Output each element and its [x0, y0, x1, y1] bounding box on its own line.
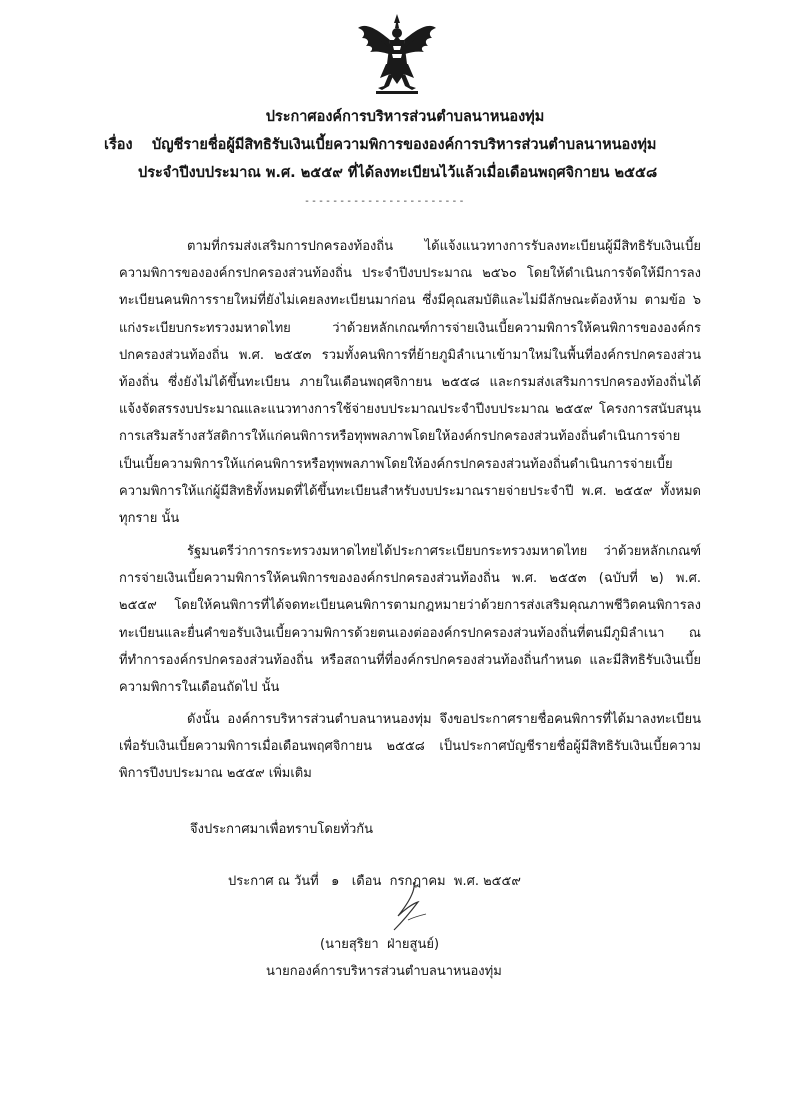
announcement-title: ประกาศองค์การบริหารส่วนตำบลนาหนองทุ่ม	[265, 109, 545, 125]
body-paragraph-1: ตามที่กรมส่งเสริมการปกครองท้องถิ่น ได้แจ้งแนวทางการรับลงทะเบียนผู้มีสิทธิรับเงินเบี้ยความพิการขององค์กรปกครองส่วนท้องถิ่น ประจำปีงบประมาณ ๒๕๖๐ โดยให้ดำเนินการจัดให้มีการลงทะเบียนคนพิการรายใหม่ที่ยังไม่เคยลงทะเบียนมาก่อน ซึ่งมีคุณสมบัติและไม่มีลักษณะต้องห้าม ตามข้อ ๖ แก่งระเบียบกระทรวงมหาดไทย ว่าด้วยหลักเกณฑ์การจ่ายเงินเบี้ยความพิการให้คนพิการขององค์กรปกครองส่วนท้องถิ่น พ.ศ. ๒๕๕๓ รวมทั้งคนพิการที่ย้ายภูมิลำเนาเข้ามาใหม่ในพื้นที่องค์กรปกครองส่วนท้องถิ่น ซึ่งยังไม่ได้ขึ้นทะเบียน ภายในเดือนพฤศจิกายน ๒๕๕๘ และกรมส่งเสริมการปกครองท้องถิ่นได้แจ้งจัดสรรงบประมาณและแนวทางการใช้จ่ายงบประมาณประจำปีงบประมาณ ๒๕๕๙ โครงการสนับสนุนการเสริมสร้างสวัสดิการให้แก่คนพิการหรือทุพพลภาพโดยให้องค์กรปกครองส่วนท้องถิ่นดำเนินการจ่ายเป็นเบี้ยความพิการให้แก่คนพิการหรือทุพพลภาพโดยให้องค์กรปกครองส่วนท้องถิ่นดำเนินการจ่ายเบี้ยความพิการให้แก่ผู้มีสิทธิทั้งหมดที่ได้ขึ้นทะเบียนสำหรับงบประมาณรายจ่ายประจำปี พ.ศ. ๒๕๕๙ ทั้งหมดทุกราย นั้น	[119, 239, 701, 527]
subject-label: เรื่อง	[104, 137, 133, 153]
title-divider: -----------------------	[304, 196, 466, 207]
announcement-date: ประกาศ ณ วันที่ ๑ เดือน กรกฎาคม พ.ศ. ๒๕๕๙	[228, 874, 521, 889]
body-paragraph-2: รัฐมนตรีว่าการกระทรวงมหาดไทยได้ประกาศระเบียบกระทรวงมหาดไทย ว่าด้วยหลักเกณฑ์การจ่ายเงินเบี้ยความพิการให้คนพิการขององค์กรปกครองส่วนท้องถิ่น พ.ศ. ๒๕๕๓ (ฉบับที่ ๒) พ.ศ. ๒๕๕๙ โดยให้คนพิการที่ได้จดทะเบียนคนพิการตามกฎหมายว่าด้วยการส่งเสริมคุณภาพชีวิตคนพิการลงทะเบียนและยื่นคำขอรับเงินเบี้ยความพิการด้วยตนเองต่อองค์กรปกครองส่วนท้องถิ่นที่ตนมีภูมิลำเนา ณ ที่ทำการองค์กรปกครองส่วนท้องถิ่น หรือสถานที่ที่องค์กรปกครองส่วนท้องถิ่นกำหนด และมีสิทธิรับเงินเบี้ยความพิการในเดือนถัดไป นั้น	[119, 544, 701, 696]
subject-text-line2: ประจำปีงบประมาณ พ.ศ. ๒๕๕๙ ที่ได้ลงทะเบียนไว้แล้วเมื่อเดือนพฤศจิกายน ๒๕๕๘	[138, 165, 658, 181]
closing-announcement: จึงประกาศมาเพื่อทราบโดยทั่วกัน	[190, 822, 374, 837]
signature-icon	[388, 880, 434, 934]
signer-name: (นายสุริยา ฝ่ายสูนย์)	[320, 937, 440, 952]
garuda-emblem-icon	[356, 14, 438, 96]
body-paragraph-3: ดังนั้น องค์การบริหารส่วนตำบลนาหนองทุ่ม จึงขอประกาศรายชื่อคนพิการที่ได้มาลงทะเบียนเพื่อรับเงินเบี้ยความพิการเมื่อเดือนพฤศจิกายน ๒๕๕๘ เป็นประกาศบัญชีรายชื่อผู้มีสิทธิรับเงินเบี้ยความพิการปีงบประมาณ ๒๕๕๙ เพิ่มเติม	[119, 712, 701, 782]
subject-line	[104, 132, 714, 158]
subject-text-line1: บัญชีรายชื่อผู้มีสิทธิรับเงินเบี้ยความพิการขององค์การบริหารส่วนตำบลนาหนองทุ่ม	[152, 137, 657, 153]
signer-title: นายกองค์การบริหารส่วนตำบลนาหนองทุ่ม	[266, 964, 502, 979]
